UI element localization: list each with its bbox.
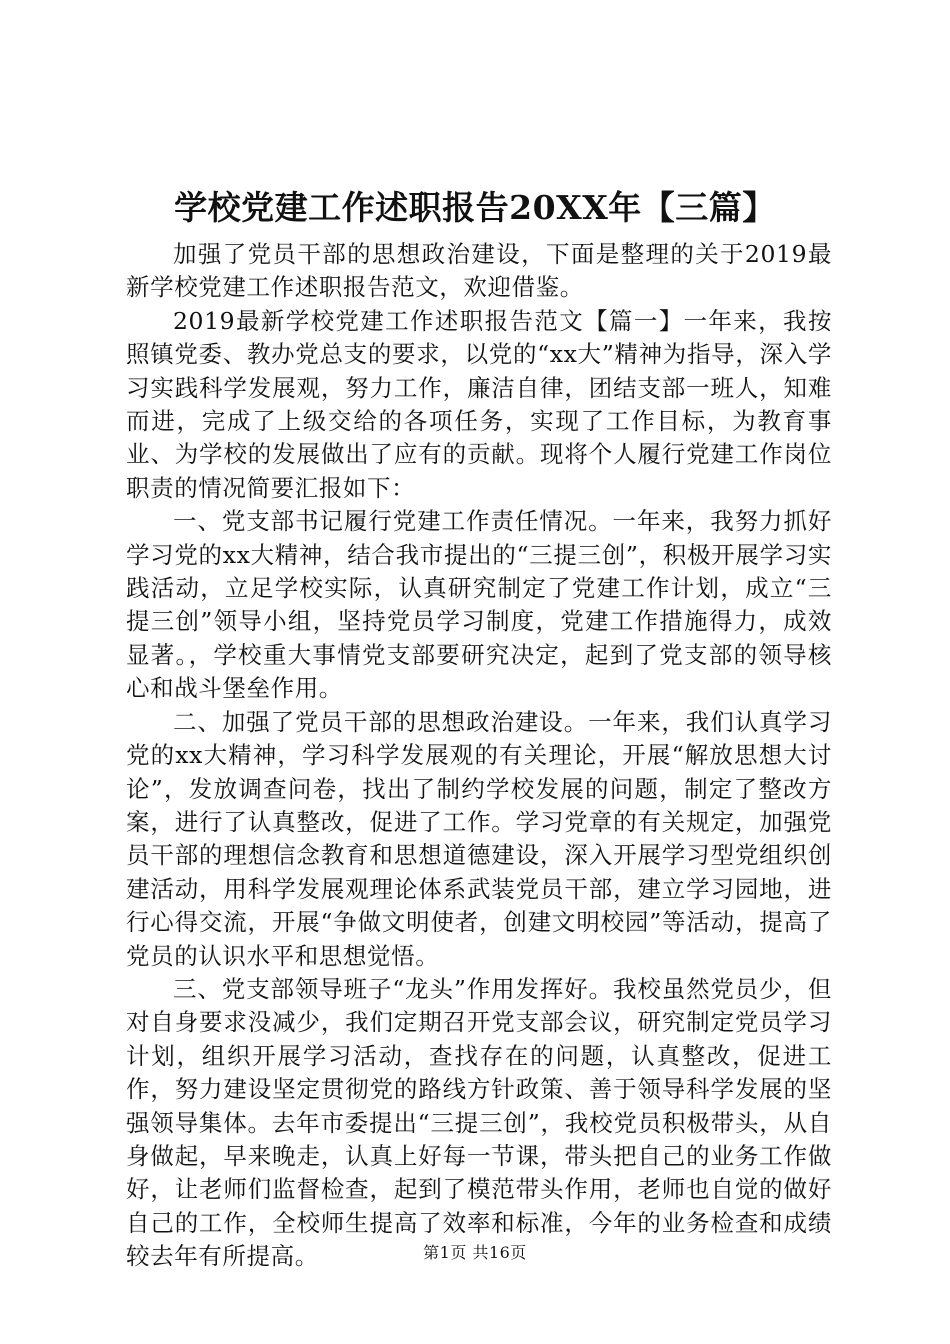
- paragraph-part-one: 2019最新学校党建工作述职报告范文【篇一】一年来，我按照镇党委、教办党总支的要求，以党的“xx大”精神为指导，深入学习实践科学发展观，努力工作，廉洁自律，团结支部一班人，知难而进，完成了上级交给的各项任务，实现了工作目标，为教育事业、为学校的发展做出了应有的贡献。现将个人履行党建工作岗位职责的情况简要汇报如下：: [126, 306, 832, 502]
- page-number-footer: 第1页 共16页: [423, 1243, 527, 1262]
- document-body: [126, 238, 832, 1274]
- paragraph-section-3: 三、党支部领导班子“龙头”作用发挥好。我校虽然党员少，但对自身要求没减少，我们定期召开党支部会议，研究制定党员学习计划，组织开展学习活动，查找存在的问题，认真整改，促进工作，努力建设坚定贯彻党的路线方针政策、善于领导科学发展的坚强领导集体。去年市委提出“三提三创”，我校党员积极带头，从自身做起，早来晚走，认真上好每一节课，带头把自己的业务工作做好，让老师们监督检查，起到了模范带头作用，老师也自觉的做好自己的工作，全校师生提高了效率和标准，今年的业务检查和成绩较去年有所提高。: [126, 974, 832, 1271]
- paragraph-section-1: 一、党支部书记履行党建工作责任情况。一年来，我努力抓好学习党的xx大精神，结合我市提出的“三提三创”，积极开展学习实践活动，立足学校实际，认真研究制定了党建工作计划，成立“三提三创”领导小组，坚持党员学习制度，党建工作措施得力，成效显著。，学校重大事情党支部要研究决定，起到了党支部的领导核心和战斗堡垒作用。: [126, 507, 832, 703]
- paragraph-intro: 加强了党员干部的思想政治建设，下面是整理的关于2019最新学校党建工作述职报告范文，欢迎借鉴。: [126, 240, 832, 302]
- document-title: 学校党建工作述职报告20XX年【三篇】: [174, 188, 776, 227]
- paragraph-section-2: 二、加强了党员干部的思想政治建设。一年来，我们认真学习党的xx大精神，学习科学发展观的有关理论，开展“解放思想大讨论”，发放调查问卷，找出了制约学校发展的问题，制定了整改方案，进行了认真整改，促进了工作。学习党章的有关规定，加强党员干部的理想信念教育和思想道德建设，深入开展学习型党组织创建活动，用科学发展观理论体系武装党员干部，建立学习园地，进行心得交流，开展“争做文明使者，创建文明校园”等活动，提高了党员的认识水平和思想觉悟。: [126, 707, 832, 970]
